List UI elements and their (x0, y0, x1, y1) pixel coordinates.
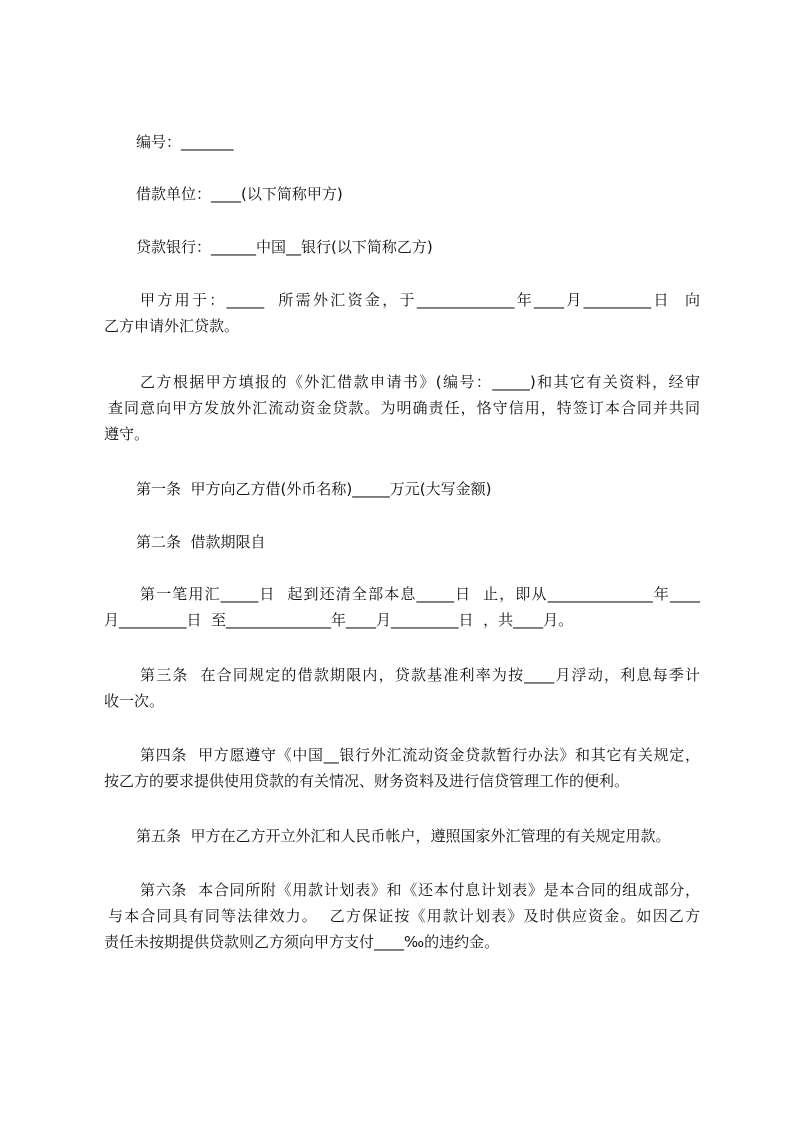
borrower-line: 借款单位：____(以下简称甲方) (136, 185, 343, 203)
article-6-line-1: 第六条 本合同所附《用款计划表》和《还本付息计划表》是本合同的组成部分， (140, 881, 700, 899)
preamble-2-line-3: 遵守。 (104, 425, 150, 443)
article-2: 第二条 借款期限自 (136, 533, 266, 551)
article-2-detail-line-2: 月_________日 至______________年____月_________日 ，共____月。 (104, 611, 574, 629)
preamble-2-line-2: 查同意向甲方发放外汇流动资金贷款。为明确责任，恪守信用，特签订本合同并共同 (108, 399, 700, 417)
preamble-1-line-2: 乙方申请外汇贷款。 (104, 317, 240, 335)
lender-line: 贷款银行：______中国__银行(以下简称乙方) (136, 238, 433, 256)
article-2-detail-line-1: 第一笔用汇_____日 起到还清全部本息_____日 止，即从______________年____ (140, 585, 700, 603)
article-1: 第一条 甲方向乙方借(外币名称)_____万元(大写金额) (136, 480, 492, 498)
preamble-2-line-1: 乙方根据甲方填报的《外汇借款申请书》(编号：_____)和其它有关资料，经审 (140, 373, 700, 391)
article-3-line-1: 第三条 在合同规定的借款期限内，贷款基准利率为按____月浮动，利息每季计 (140, 666, 700, 684)
article-4-line-2: 按乙方的要求提供使用贷款的有关情况、财务资料及进行信贷管理工作的便利。 (104, 772, 630, 790)
article-4-line-1: 第四条 甲方愿遵守《中国__银行外汇流动资金贷款暂行办法》和其它有关规定， (140, 746, 700, 764)
preamble-1-line-1: 甲方用于：_____ 所需外汇资金，于_____________年____月_________日 向 (140, 291, 700, 309)
article-6-line-2: 与本合同具有同等法律效力。 乙方保证按《用款计划表》及时供应资金。如因乙方 (108, 907, 700, 925)
article-5: 第五条 甲方在乙方开立外汇和人民币帐户，遵照国家外汇管理的有关规定用款。 (136, 827, 671, 845)
article-3-line-2: 收一次。 (104, 692, 165, 710)
contract-number: 编号：_______ (136, 133, 234, 151)
article-6-line-3: 责任未按期提供贷款则乙方须向甲方支付____‰的违约金。 (104, 933, 500, 951)
